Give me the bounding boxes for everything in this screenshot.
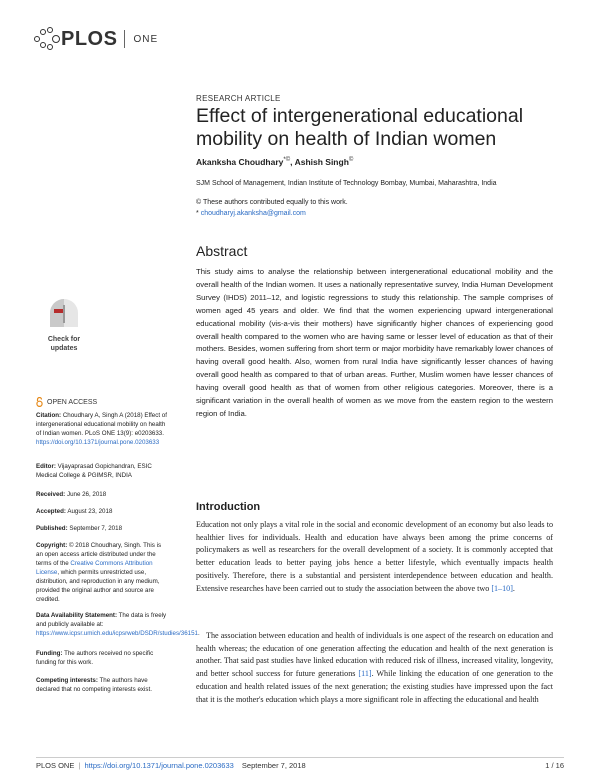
- introduction-paragraph: [196, 630, 553, 706]
- corresponding-email: [196, 210, 306, 217]
- citation-link[interactable]: [1–10]: [491, 583, 513, 593]
- published-label: Published:: [36, 525, 68, 532]
- author-marks: ©: [348, 157, 354, 164]
- accepted-date: August 23, 2018: [67, 508, 113, 515]
- funding-text: The authors received no specific funding for this work.: [36, 650, 154, 666]
- footer-info: [36, 761, 306, 770]
- paragraph-text: Education not only plays a vital role in the social and economic development of an economy but also leads to healthier lives for individuals. Health and education have always been among the prime concerns of policymakers as well as researchers for the overall development of a society. It is commonly accepted that better education leads to better paying jobs hence a better lifestyle, which eventually impacts health positively. Therefore, there is a substantial and persistent interdependence between education and health. Extensive researches have been carried out to study the association between the above two: [196, 520, 553, 593]
- received-label: Received:: [36, 491, 66, 498]
- author-list: Akanksha Choudhary*©, Ashish Singh©: [196, 157, 354, 167]
- contribution-text: These authors contributed equally to this work.: [203, 199, 348, 206]
- received-block: [36, 490, 168, 499]
- accepted-label: Accepted:: [36, 508, 66, 515]
- check-for-updates-line: updates: [50, 345, 78, 352]
- check-for-updates-label: [34, 335, 94, 353]
- competing-interests-block: [36, 676, 168, 694]
- accepted-block: [36, 507, 168, 516]
- abstract-heading: Abstract: [196, 243, 248, 259]
- open-lock-icon: [36, 397, 43, 407]
- paragraph-text: The association between education and health of individuals is one aspect of the research on education and health whereas; the education of one generation affecting the education and health of the next generation is another. That said past studies have linked education with reduced risk of illness, increased vitality, longevity, and better school success for future generations: [196, 631, 553, 679]
- affiliation: SJM School of Management, Indian Institute of Technology Bombay, Mumbai, Maharashtra, India: [196, 180, 497, 187]
- editor-block: [36, 462, 168, 480]
- logo-divider: [124, 30, 125, 48]
- copyright-label: Copyright:: [36, 542, 68, 549]
- email-link[interactable]: choudharyj.akanksha@gmail.com: [200, 210, 306, 217]
- citation-block: [36, 411, 168, 447]
- author-name[interactable]: Akanksha Choudhary: [196, 157, 284, 167]
- data-availability-label: Data Availability Statement:: [36, 612, 118, 619]
- page-number: 1 / 16: [545, 761, 564, 770]
- copyright-block: [36, 541, 168, 604]
- footer-separator: |: [78, 761, 81, 770]
- data-availability-end: .: [197, 630, 200, 637]
- data-link[interactable]: https://www.icpsr.umich.edu/icpsrweb/DSDR/studies/36151: [36, 630, 198, 637]
- paragraph-text: .: [512, 583, 515, 593]
- copyright-text: © 2018 Choudhary, Singh. This is an open access article distributed under the terms of the: [36, 542, 162, 567]
- open-access-badge: [36, 397, 97, 407]
- funding-block: [36, 649, 168, 667]
- plos-one-logo: [34, 26, 158, 52]
- footer-divider: [36, 757, 564, 758]
- citation-link[interactable]: [11]: [358, 669, 372, 679]
- citation-label: Citation:: [36, 412, 62, 419]
- plos-logo-icon: [34, 27, 58, 51]
- published-block: [36, 524, 168, 533]
- logo-journal: ONE: [133, 33, 159, 45]
- competing-interests-label: Competing interests:: [36, 677, 98, 684]
- editor-label: Editor:: [36, 463, 56, 470]
- competing-interests-text: The authors have declared that no competing interests exist.: [36, 677, 152, 693]
- footer-doi-link[interactable]: https://doi.org/10.1371/journal.pone.0203633: [84, 761, 234, 770]
- license-link[interactable]: Creative Commons Attribution License: [36, 560, 153, 576]
- footer-journal: PLOS ONE: [36, 761, 75, 770]
- received-date: June 26, 2018: [66, 491, 107, 498]
- funding-label: Funding:: [36, 650, 63, 657]
- author-marks: *©: [283, 157, 291, 164]
- open-access-label: OPEN ACCESS: [47, 398, 98, 406]
- data-availability-text: The data is freely and publicly available at:: [36, 612, 167, 628]
- paragraph-text: . While linking the education of one generation to the education and health related issues of the next generation; the existing studies have impressed upon the fact that it is the mother's education which plays a more significant role in affecting the educational and health: [196, 669, 553, 704]
- email-mark: *: [196, 210, 199, 217]
- contribution-mark: ©: [196, 199, 202, 206]
- article-title: Effect of intergenerational educational mobility on health of Indian women: [196, 105, 524, 150]
- introduction-paragraph: [196, 519, 553, 595]
- abstract-body: This study aims to analyse the relationship between intergenerational educational mobility and the overall health of the Indian women. It uses a nationally representative survey, India Human Development Survey (IHDS) 2011–12, and logistic regressions to study this relationship. The sample comprises of women aged 45 years and older. We find that the women experiencing upward intergenerational educational mobility (vis-a-vis their mothers) have significantly higher chances of experiencing good overall health compared to the women who are having same or lesser level of education as that of their mothers. Besides, women suffering from short term or major morbidity have remarkably lower chances of having overall good health. Also, women from rural India have significantly lesser chances of having overall good health as compared to that of urban areas. Further, Muslim women have lesser chances of having overall good health as that of women from other religious categories. Moreover, there is a significant variation in the overall health of women as we move from the eastern region to the western region of India.: [196, 267, 553, 418]
- author-name[interactable]: Ashish Singh: [294, 157, 349, 167]
- check-for-updates-line: Check for: [47, 336, 81, 343]
- copyright-text: , which permits unrestricted use, distribution, and reproduction in any medium, provided the original author and source are credited.: [36, 569, 160, 603]
- data-availability-block: [36, 611, 200, 638]
- published-date: September 7, 2018: [69, 525, 123, 532]
- editor-text: Vijayaprasad Gopichandran, ESIC Medical College & PGIMSR, INDIA: [36, 463, 152, 479]
- footer-date: September 7, 2018: [241, 761, 306, 770]
- logo-brand: PLOS: [61, 27, 118, 50]
- citation-text: Choudhary A, Singh A (2018) Effect of intergenerational educational mobility on health of Indian women. PLoS ONE 13(9): e0203633.: [36, 412, 167, 437]
- introduction-heading: Introduction: [196, 501, 261, 513]
- article-type: RESEARCH ARTICLE: [196, 94, 281, 103]
- contribution-note: [196, 199, 348, 206]
- citation-doi-link[interactable]: https://doi.org/10.1371/journal.pone.0203633: [36, 439, 160, 446]
